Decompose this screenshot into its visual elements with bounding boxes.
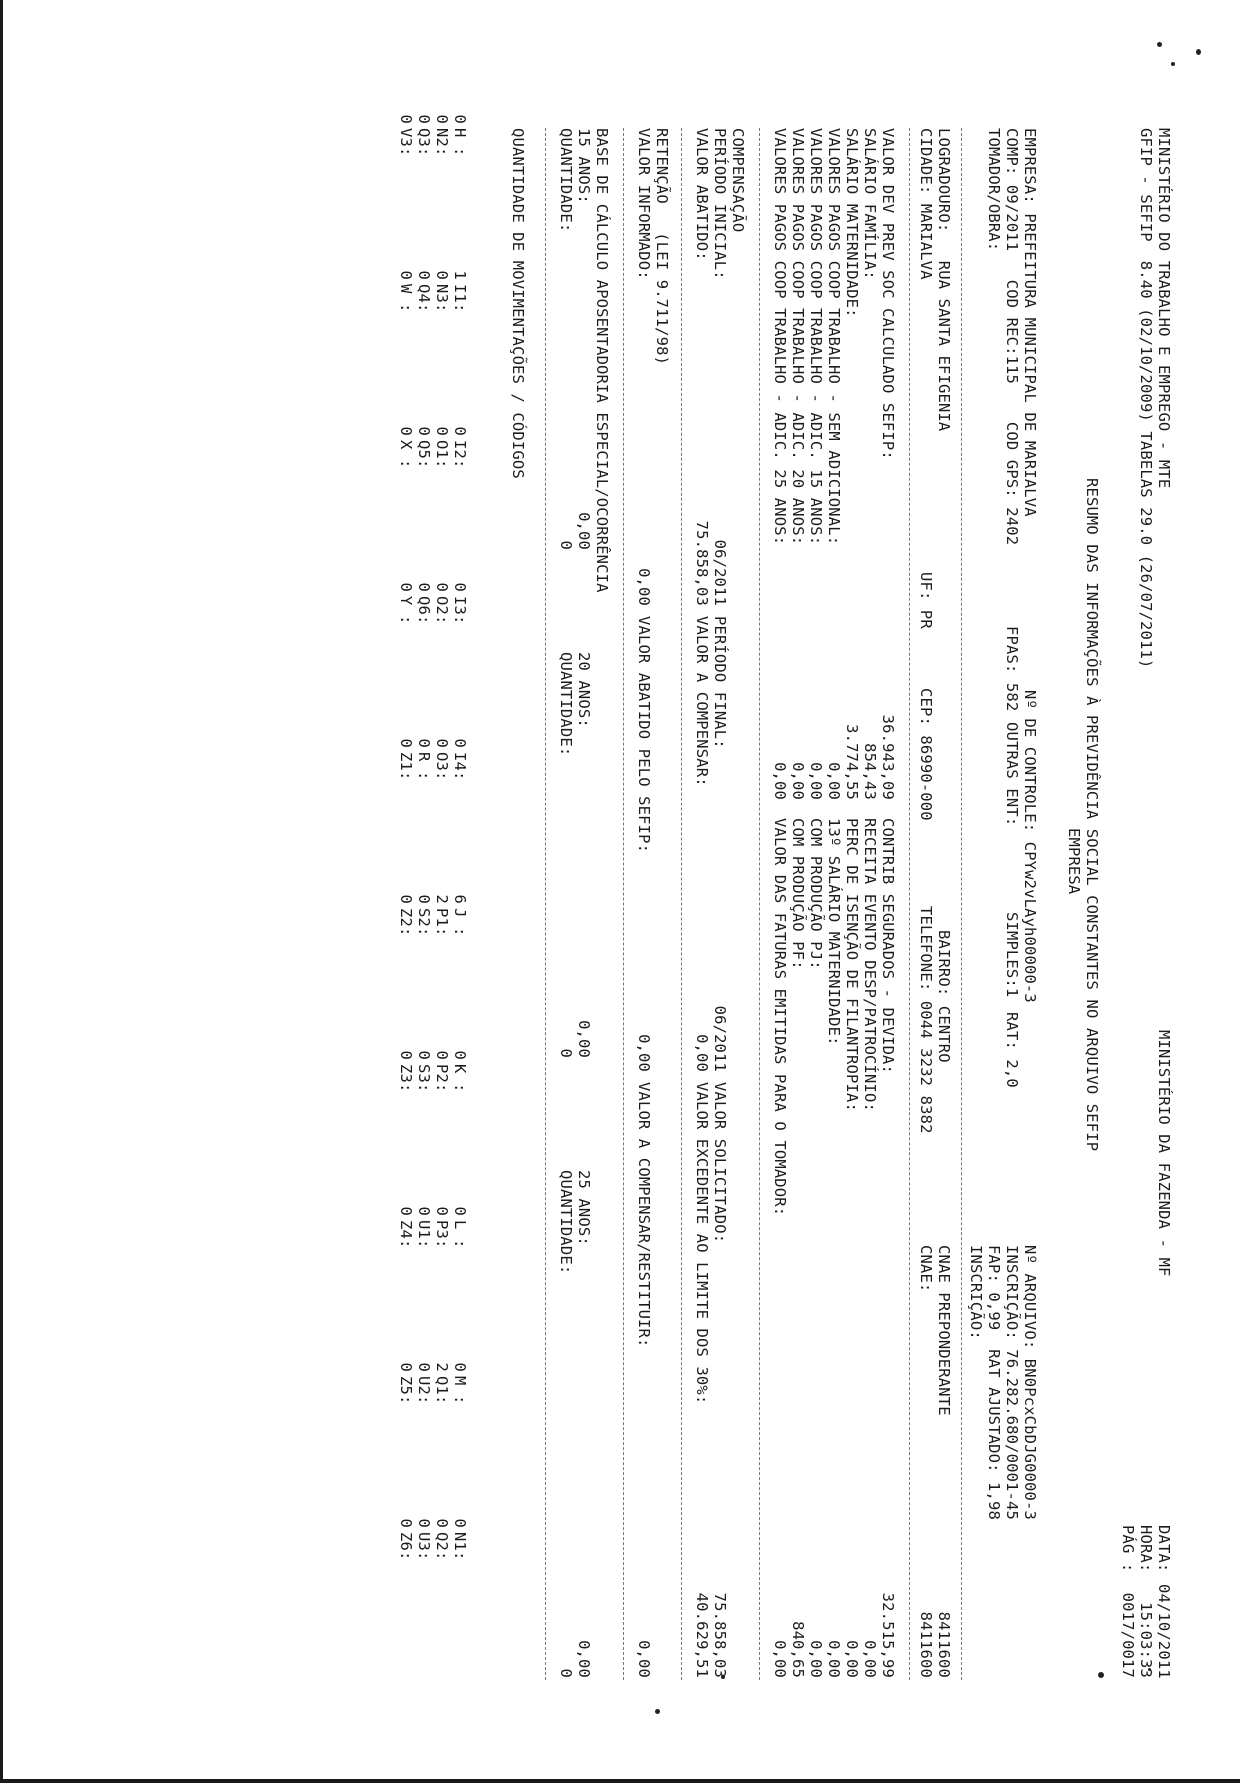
valor-solicitado-label: VALOR SOLICITADO: [711, 1082, 729, 1244]
movement-count: 0 [433, 1518, 451, 1528]
faturas-tomador-value: 0,00 [771, 1640, 789, 1678]
cnae-preponderante-label: CNAE PREPONDERANTE [935, 1245, 953, 1416]
movement-count: 0 [415, 1362, 433, 1372]
movement-count: 0 [415, 1050, 433, 1060]
fap-rat-ajustado: FAP: 0,99 RAT AJUSTADO: 1,98 [985, 1245, 1003, 1520]
movement-count: 0 [451, 1206, 469, 1216]
anos-15-label: 15 ANOS: [575, 128, 593, 204]
anos-25-label: 25 ANOS: [575, 1170, 593, 1246]
salario-familia-value: 854,43 [861, 743, 879, 800]
movement-code: O2: [433, 596, 451, 625]
divider [759, 128, 760, 1680]
valor-abatido-value: 75.858,03 [693, 520, 711, 606]
movement-count: 0 [397, 582, 415, 592]
movement-count: 0 [415, 738, 433, 748]
periodo-final-label: PERÍODO FINAL: [711, 616, 729, 749]
coop-15-anos-value: 0,00 [807, 762, 825, 800]
valor-compensar-label: VALOR A COMPENSAR: [693, 616, 711, 787]
valor-informado-label: VALOR INFORMADO: [635, 128, 653, 280]
movement-count: 1 [451, 270, 469, 280]
scan-speck [1171, 62, 1175, 66]
movement-code: Q1: [433, 1376, 451, 1405]
controle-number: Nº DE CONTROLE: CPYw2vLAyh00000-3 [1021, 690, 1039, 1003]
valor-compensar-value: 0,00 [693, 1034, 711, 1072]
header-data-value: 04/10/2011 [1155, 1584, 1173, 1679]
simples: SIMPLES:1 [1003, 912, 1021, 998]
valor-excedente-label: VALOR EXCEDENTE AO LIMITE DOS 30%: [693, 1082, 711, 1405]
movement-count: 0 [397, 270, 415, 280]
producao-pj-value: 0,00 [807, 1640, 825, 1678]
movement-code: Q3: [415, 128, 433, 157]
valor-informado-value: 0,00 [635, 568, 653, 606]
valor-abatido-label: VALOR ABATIDO: [693, 128, 711, 261]
coop-25-anos-label: VALORES PAGOS COOP TRABALHO - ADIC. 25 ANOS: [771, 128, 789, 546]
compensacao-title: COMPENSAÇÃO [729, 128, 747, 233]
receita-evento-label: RECEITA EVENTO DESP/PATROCÍNIO: [861, 818, 879, 1112]
movement-code: Z6: [397, 1532, 415, 1561]
decimo-terceiro-value: 0,00 [825, 1640, 843, 1678]
cnae-preponderante-value: 8411600 [935, 1611, 953, 1678]
movement-code: P2: [433, 1064, 451, 1093]
movement-code: U3: [415, 1532, 433, 1561]
report-title: RESUMO DAS INFORMAÇÕES À PREVIDÊNCIA SOCIAL CONSTANTES NO ARQUIVO SEFIP [1083, 478, 1101, 1152]
periodo-inicial-label: PERÍODO INICIAL: [711, 128, 729, 280]
aposentadoria-title: BASE DE CÁLCULO APOSENTADORIA ESPECIAL/OCORRÊNCIA [593, 128, 611, 593]
inscricao: INSCRIÇÃO: 76.282.680/0001-45 [1003, 1245, 1021, 1520]
arquivo-number: Nº ARQUIVO: BN0PcxCbDJG0000-3 [1021, 1245, 1039, 1520]
coop-sem-adicional-value: 0,00 [825, 762, 843, 800]
movement-count: 0 [397, 1362, 415, 1372]
valor-restituir-value: 0,00 [635, 1640, 653, 1678]
movement-code: I1: [451, 284, 469, 313]
movement-code: Q6: [415, 596, 433, 625]
movement-count: 0 [397, 738, 415, 748]
report-document [0, 70, 1172, 1730]
movement-code: M : [451, 1376, 469, 1405]
valor-dev-prev-value: 36.943,09 [879, 714, 897, 800]
divider [909, 128, 910, 1680]
movement-code: J : [451, 908, 469, 937]
movement-code: U2: [415, 1376, 433, 1405]
header-ministry-fazenda: MINISTÉRIO DA FAZENDA - MF [1155, 1030, 1173, 1277]
valor-solicitado-value: 75.858,03 [711, 1592, 729, 1678]
movement-code: Z2: [397, 908, 415, 937]
movement-code: O1: [433, 440, 451, 469]
movement-code: Z4: [397, 1220, 415, 1249]
valor-excedente-value: 40.629,51 [693, 1592, 711, 1678]
movement-code: N2: [433, 128, 451, 157]
movement-code: Z3: [397, 1064, 415, 1093]
logradouro: LOGRADOURO: RUA SANTA EFIGENIA [935, 128, 953, 432]
movement-count: 0 [415, 894, 433, 904]
movement-code: P1: [433, 908, 451, 937]
movement-count: 0 [415, 1518, 433, 1528]
quantidade-25-value: 0 [557, 1668, 575, 1678]
periodo-inicial-value: 06/2011 [711, 539, 729, 606]
movement-count: 0 [397, 1206, 415, 1216]
movement-count: 0 [433, 1050, 451, 1060]
movement-count: 0 [433, 582, 451, 592]
uf: UF: PR [917, 572, 935, 629]
anos-20-label: 20 ANOS: [575, 652, 593, 728]
movement-count: 0 [397, 426, 415, 436]
movement-code: V3: [397, 128, 415, 157]
movement-code: S3: [415, 1064, 433, 1093]
movement-code: Y : [397, 596, 415, 625]
movement-count: 0 [415, 426, 433, 436]
movimentacoes-title: QUANTIDADE DE MOVIMENTAÇÕES / CÓDIGOS [509, 128, 527, 479]
quantidade-20-value: 0 [557, 1048, 575, 1058]
movement-code: N1: [451, 1532, 469, 1561]
header-hora-value: 15:03:33 [1137, 1602, 1155, 1678]
movement-code: I4: [451, 752, 469, 781]
movement-count: 0 [415, 1206, 433, 1216]
movement-count: 0 [451, 426, 469, 436]
movement-count: 0 [451, 1518, 469, 1528]
scan-speck [1157, 42, 1162, 47]
quantidade-25-label: QUANTIDADE: [557, 1170, 575, 1275]
movement-count: 0 [433, 1206, 451, 1216]
faturas-tomador-label: VALOR DAS FATURAS EMITIDAS PARA O TOMADOR: [771, 818, 789, 1217]
salario-maternidade-label: SALÁRIO MATERNIDADE: [843, 128, 861, 318]
tomador-obra: TOMADOR/OBRA: [985, 128, 1003, 252]
movement-code: Q2: [433, 1532, 451, 1561]
movement-code: R : [415, 752, 433, 781]
movement-count: 0 [415, 114, 433, 124]
report-subtitle: EMPRESA [1065, 828, 1083, 895]
coop-25-anos-value: 0,00 [771, 762, 789, 800]
quantidade-15-label: QUANTIDADE: [557, 128, 575, 233]
divider [681, 128, 682, 1680]
movement-code: Z1: [397, 752, 415, 781]
divider [623, 128, 624, 1680]
producao-pj-label: COM PRODUÇÃO PJ: [807, 818, 825, 970]
decimo-terceiro-label: 13º SALÁRIO MATERNIDADE: [825, 818, 843, 1046]
salario-familia-label: SALÁRIO FAMÍLIA: [861, 128, 879, 280]
movement-count: 6 [451, 894, 469, 904]
periodo-final-value: 06/2011 [711, 1005, 729, 1072]
rat: RAT: 2,0 [1003, 1012, 1021, 1088]
comp-line: COMP: 09/2011 COD REC:115 COD GPS: 2402 [1003, 128, 1021, 546]
retencao-title: RETENÇÃO (LEI 9.711/98) [653, 128, 671, 366]
header-pag-value: 0017/0017 [1119, 1592, 1137, 1678]
movement-count: 0 [433, 114, 451, 124]
header-ministry-trabalho: MINISTÉRIO DO TRABALHO E EMPREGO - MTE [1155, 128, 1173, 489]
cnae-label: CNAE: [917, 1245, 935, 1293]
movement-code: X : [397, 440, 415, 469]
header-gfip-version: GFIP - SEFIP 8.40 (02/10/2009) TABELAS 29.0 (26/07/2011) [1137, 128, 1155, 669]
producao-pf-label: COM PRODUÇÃO PF: [789, 818, 807, 970]
movement-count: 0 [397, 1518, 415, 1528]
coop-20-anos-label: VALORES PAGOS COOP TRABALHO - ADIC. 20 ANOS: [789, 128, 807, 546]
empresa-name: EMPRESA: PREFEITURA MUNICIPAL DE MARIALVA [1021, 128, 1039, 517]
valor-restituir-label: VALOR A COMPENSAR/RESTITUIR: [635, 1082, 653, 1348]
movement-count: 2 [433, 1362, 451, 1372]
movement-code: U1: [415, 1220, 433, 1249]
cep: CEP: 86990-000 [917, 688, 935, 821]
inscricao-tomador: INSCRIÇÃO: [967, 1245, 985, 1340]
movement-count: 0 [451, 582, 469, 592]
valor-abatido-sefip-label: VALOR ABATIDO PELO SEFIP: [635, 616, 653, 854]
cidade: CIDADE: MARIALVA [917, 128, 935, 280]
movement-count: 0 [451, 1362, 469, 1372]
perc-isencao-label: PERC DE ISENÇÃO DE FILANTROPIA: [843, 818, 861, 1112]
movement-code: Q5: [415, 440, 433, 469]
movement-code: K : [451, 1064, 469, 1093]
receita-evento-value: 0,00 [861, 1640, 879, 1678]
anos-15-value: 0,00 [575, 512, 593, 550]
divider [545, 128, 546, 1680]
quantidade-20-label: QUANTIDADE: [557, 652, 575, 757]
perc-isencao-value: 0,00 [843, 1640, 861, 1678]
salario-maternidade-value: 3.774,55 [843, 724, 861, 800]
movement-count: 0 [433, 738, 451, 748]
producao-pf-value: 840,65 [789, 1621, 807, 1678]
movement-count: 0 [415, 582, 433, 592]
header-hora-label: HORA: [1137, 1525, 1155, 1573]
movement-count: 0 [451, 1050, 469, 1060]
contrib-segurados-value: 32.515,99 [879, 1592, 897, 1678]
movement-code: Z5: [397, 1376, 415, 1405]
fpas: FPAS: 582 [1003, 626, 1021, 712]
movement-code: P3: [433, 1220, 451, 1249]
movement-code: O3: [433, 752, 451, 781]
movement-count: 0 [397, 114, 415, 124]
movement-code: S2: [415, 908, 433, 937]
header-data-label: DATA: [1155, 1525, 1173, 1573]
movement-code: H : [451, 128, 469, 157]
valor-dev-prev-label: VALOR DEV PREV SOC CALCULADO SEFIP: [879, 128, 897, 460]
scan-speck [1196, 49, 1201, 55]
anos-20-value: 0,00 [575, 1020, 593, 1058]
movement-count: 0 [433, 270, 451, 280]
coop-sem-adicional-label: VALORES PAGOS COOP TRABALHO - SEM ADICIONAL: [825, 128, 843, 546]
contrib-segurados-label: CONTRIB SEGURADOS - DEVIDA: [879, 818, 897, 1075]
movement-count: 0 [397, 1050, 415, 1060]
scan-edge-bottom [0, 1779, 1240, 1783]
movement-count: 0 [415, 270, 433, 280]
divider [961, 128, 962, 1680]
movement-code: I2: [451, 440, 469, 469]
movement-code: Q4: [415, 284, 433, 313]
cnae-value: 8411600 [917, 1611, 935, 1678]
header-pag-label: PÁG : [1119, 1525, 1137, 1573]
movement-code: L : [451, 1220, 469, 1249]
quantidade-15-value: 0 [557, 540, 575, 550]
movement-count: 0 [397, 894, 415, 904]
anos-25-value: 0,00 [575, 1640, 593, 1678]
movement-count: 0 [451, 114, 469, 124]
movement-code: I3: [451, 596, 469, 625]
movement-code: W : [397, 284, 415, 313]
movement-count: 0 [451, 738, 469, 748]
movement-code: N3: [433, 284, 451, 313]
valor-abatido-sefip-value: 0,00 [635, 1034, 653, 1072]
telefone: TELEFONE: 0044 3232 8382 [917, 906, 935, 1134]
coop-15-anos-label: VALORES PAGOS COOP TRABALHO - ADIC. 15 ANOS: [807, 128, 825, 546]
movement-count: 2 [433, 894, 451, 904]
coop-20-anos-value: 0,00 [789, 762, 807, 800]
outras-ent: OUTRAS ENT: [1003, 722, 1021, 827]
bairro: BAIRRO: CENTRO [935, 930, 953, 1063]
movement-count: 0 [433, 426, 451, 436]
